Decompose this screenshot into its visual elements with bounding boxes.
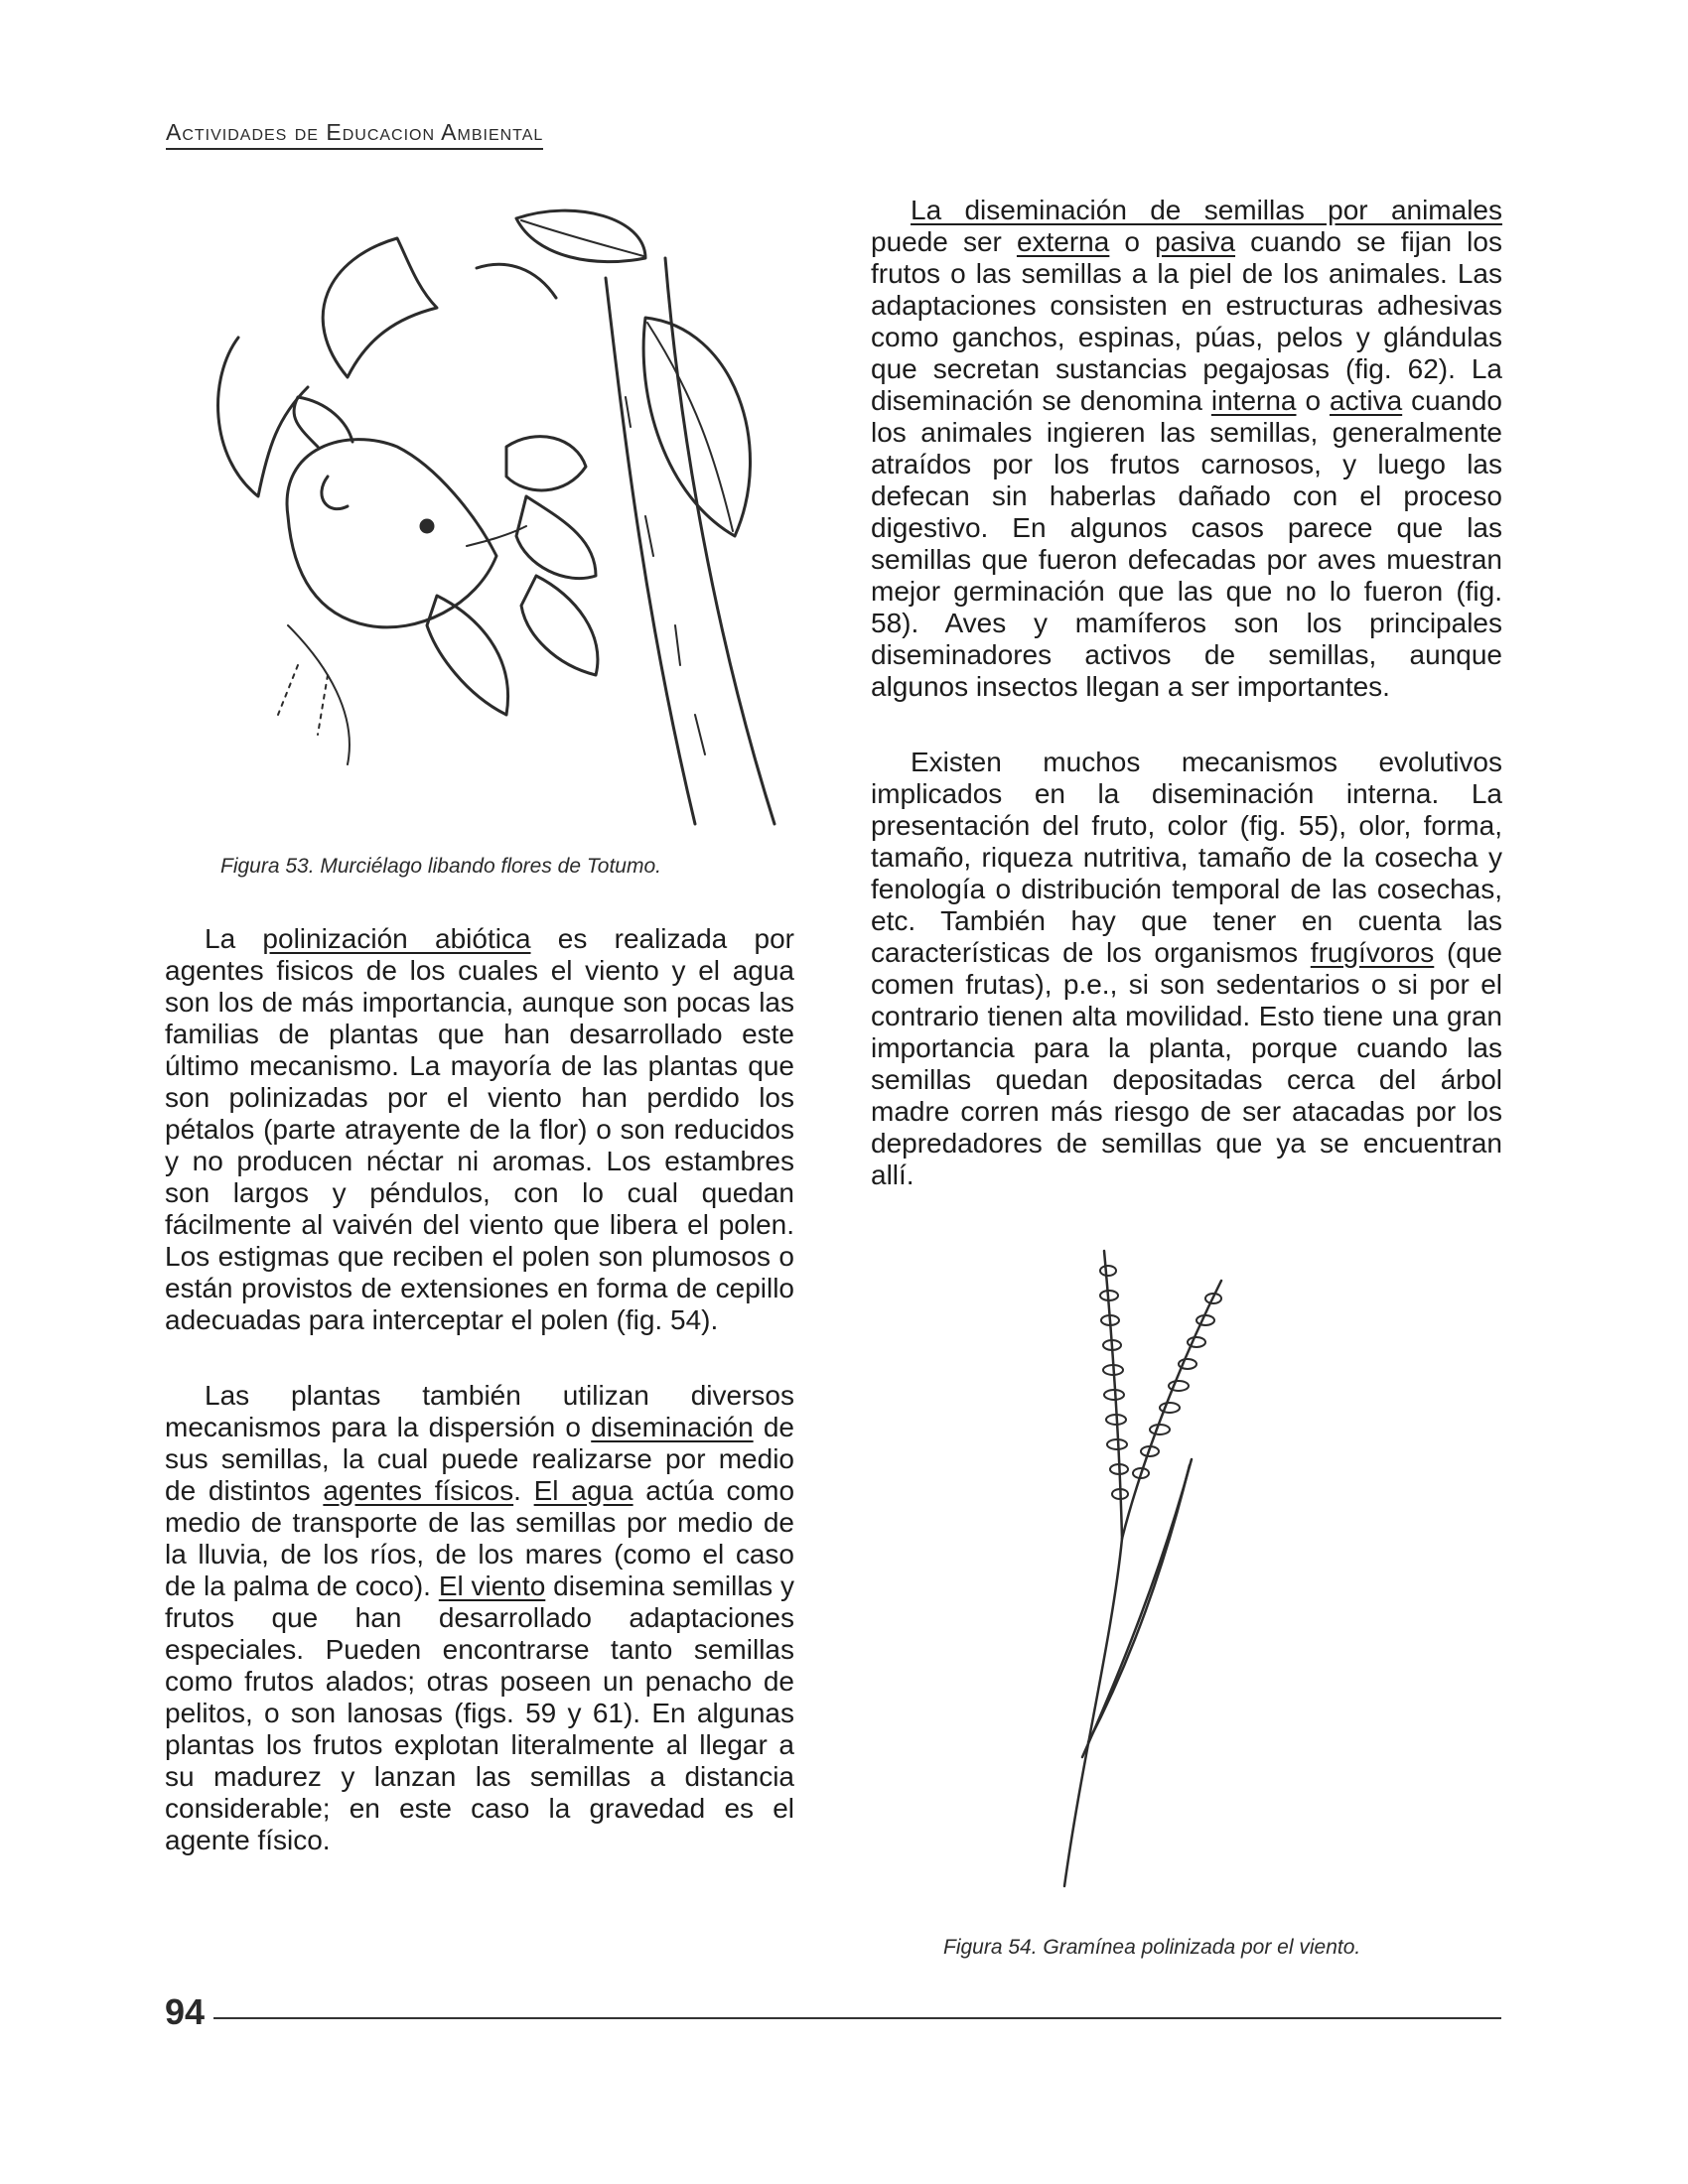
underlined-term: activa <box>1330 385 1403 416</box>
footer-rule <box>213 2017 1501 2019</box>
underlined-term: El viento <box>438 1570 546 1601</box>
paragraph-seed-dispersal <box>165 1380 794 1856</box>
text-run: o <box>1109 226 1156 257</box>
figure-54-caption: Figura 54. Gramínea polinizada por el viento. <box>943 1936 1361 1959</box>
underlined-term: interna <box>1210 385 1297 416</box>
running-header: Actividades de Educacion Ambiental <box>166 119 543 150</box>
text-run: cuando se fijan los frutos o las semillas a la piel de los animales. Las adaptaciones consisten en estructuras adhesivas como ganchos, espinas, púas, pelos y glándulas que secretan sustancias pegajosas (fig. 62). La diseminación se denomina <box>871 226 1502 416</box>
paragraph-animal-dispersal <box>871 195 1502 703</box>
paragraph-evolutionary-mechanisms <box>871 747 1502 1191</box>
figure-53-bat-illustration <box>179 199 804 834</box>
underlined-term: La diseminación de semillas por animales <box>911 195 1502 225</box>
text-run: Las plantas también utilizan diversos mecanismos para la dispersión o <box>165 1380 794 1442</box>
figure-54-grass-illustration <box>1043 1241 1340 1906</box>
text-run: Existen muchos mecanismos evolutivos implicados en la diseminación interna. La presentación del fruto, color (fig. 55), olor, forma, tamaño, riqueza nutritiva, tamaño de la cosecha y fenología o distribución temporal de las cosechas, etc. También hay que tener en cuenta las características de los organismos <box>871 747 1502 968</box>
text-run: . <box>513 1475 534 1506</box>
text-run: de sus semillas, la cual puede realizarse por medio de distintos <box>165 1412 794 1506</box>
page-number: 94 <box>165 1991 206 2032</box>
underlined-term: externa <box>1016 226 1110 257</box>
underlined-term: diseminación <box>591 1412 754 1442</box>
underlined-term: agentes físicos <box>323 1475 514 1506</box>
text-run: puede ser <box>871 226 1017 257</box>
text-run: actúa como medio de transporte de las semillas por medio de la lluvia, de los ríos, de los mares (como el caso de la palma de coco). <box>165 1475 795 1601</box>
underlined-term: polinización abiótica <box>262 923 531 954</box>
figure-53-caption: Figura 53. Murciélago libando flores de Totumo. <box>220 855 661 878</box>
text-run: o <box>1296 385 1331 416</box>
text-run: cuando los animales ingieren las semillas, generalmente atraídos por los frutos carnosos, y luego las defecan sin haberlas dañado con el proceso digestivo. En algunos casos parece que las semillas que fueron defecadas por aves muestran mejor germinación que las que no lo fueron (fig. 58). Aves y mamíferos son los principales diseminadores activos de semillas, aunque algunos insectos llegan a ser importantes. <box>871 385 1502 702</box>
underlined-term: pasiva <box>1155 226 1236 257</box>
text-run: disemina semillas y frutos que han desarrollado adaptaciones especiales. Pueden encontrarse tanto semillas como frutos alados; otras poseen un penacho de pelitos, o son lanosas (figs. 59 y 61). En algunas plantas los frutos explotan literalmente al llegar a su madurez y lanzan las semillas a distancia considerable; en este caso la gravedad es el agente físico. <box>165 1570 794 1855</box>
right-column <box>871 195 1502 1235</box>
text-run: es realizada por agentes fisicos de los cuales el viento y el agua son los de más importancia, aunque son pocas las familias de plantas que han desarrollado este último mecanismo. La mayoría de las plantas que son polinizadas por el viento han perdido los pétalos (parte atrayente de la flor) o son reducidos y no producen néctar ni aromas. Los estambres son largos y péndulos, con lo cual quedan fácilmente al vaivén del viento que libera el polen. Los estigmas que reciben el polen son plumosos o están provistos de extensiones en forma de cepillo adecuadas para interceptar el polen (fig. 54). <box>165 923 794 1335</box>
underlined-term: frugívoros <box>1310 937 1435 968</box>
paragraph-abiotic-pollination <box>165 923 794 1336</box>
text-run: (que comen frutas), p.e., si son sedentarios o si por el contrario tienen alta movilidad. Esto tiene una gran importancia para la planta, porque cuando las semillas quedan depositadas cerca del árbol madre corren más riesgo de ser atacadas por los depredadores de semillas que ya se encuentran allí. <box>871 937 1502 1190</box>
underlined-term: El agua <box>533 1475 633 1506</box>
left-column <box>165 923 794 1900</box>
text-run: La <box>205 923 263 954</box>
